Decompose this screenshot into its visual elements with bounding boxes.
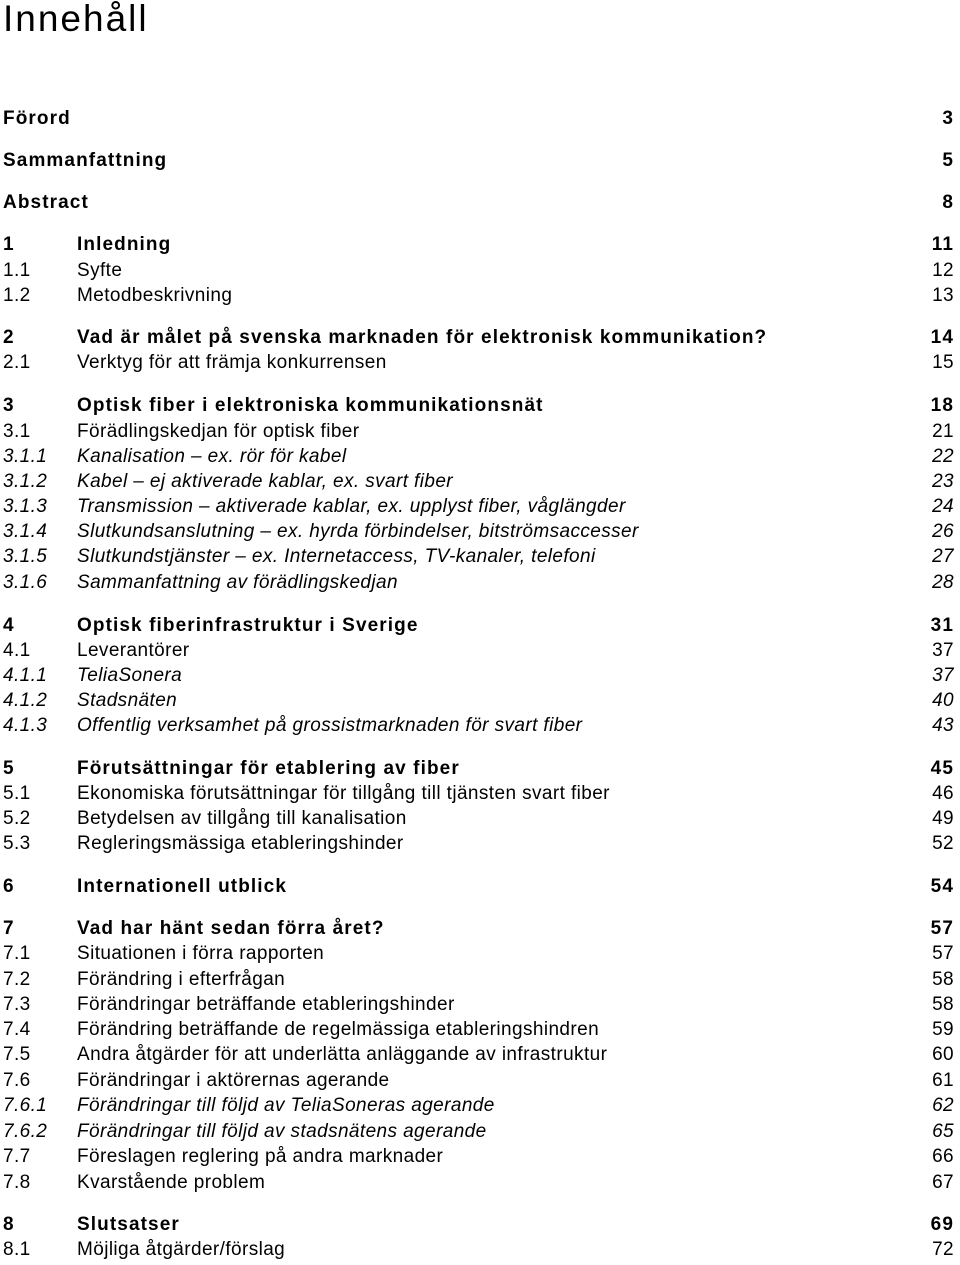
toc-entry-page: 59 [932,1019,954,1040]
toc-entry-page: 28 [932,572,954,593]
toc-entry-number: 3.1.3 [3,496,48,517]
toc-entry-title: Regleringsmässiga etableringshinder [77,833,404,854]
toc-entry-page: 58 [932,969,954,990]
toc-entry-page: 52 [932,833,954,854]
toc-entry-page: 46 [932,783,954,804]
toc-entry-title: Förändringar i aktörernas agerande [77,1070,390,1091]
toc-entry-number: 3.1.6 [3,572,48,593]
toc-entry-page: 72 [932,1239,954,1260]
toc-entry-title: Syfte [77,260,123,281]
toc-entry-page: 67 [932,1172,954,1193]
toc-entry-title: Internationell utblick [77,876,287,897]
toc-entry-number: 7.7 [3,1146,31,1167]
toc-entry-number: 3.1.1 [3,446,48,467]
toc-entry-page: 14 [930,327,954,348]
toc-entry [0,351,960,375]
toc-entry-title: Stadsnäten [77,690,178,711]
toc-entry [0,807,960,831]
toc-entry-title: Kabel – ej aktiverade kablar, ex. svart fiber [77,471,454,492]
toc-entry-number: 7.3 [3,994,31,1015]
toc-entry-page: 58 [932,994,954,1015]
toc-entry-page: 37 [932,640,954,661]
toc-entry-page: 65 [932,1121,954,1142]
toc-entry-number: 7.4 [3,1019,31,1040]
toc-entry-title: Kanalisation – ex. rör för kabel [77,446,347,467]
toc-entry-number: 3 [3,395,15,416]
toc-entry-title: Slutsatser [77,1214,180,1235]
toc-entry [0,495,960,519]
toc-entry [0,191,960,215]
toc-entry-page: 40 [932,690,954,711]
toc-entry-number: 7.6 [3,1070,31,1091]
toc-entry-title: Slutkundsanslutning – ex. hyrda förbindelser, bitströmsaccesser [77,521,639,542]
toc-entry-page: 62 [932,1095,954,1116]
toc-entry-title: Slutkundstjänster – ex. Internetaccess, TV-kanaler, telefoni [77,546,596,567]
toc-entry-page: 60 [932,1044,954,1065]
toc-entry [0,571,960,595]
toc-entry-number: 5.2 [3,808,31,829]
toc-entry-page: 66 [932,1146,954,1167]
toc-entry-title: Offentlig verksamhet på grossistmarknaden för svart fiber [77,715,583,736]
page-title: Innehåll [3,0,149,39]
toc-entry [0,917,960,941]
toc-entry-number: Förord [3,108,71,129]
toc-entry [0,968,960,992]
toc-entry [0,326,960,350]
toc-entry-number: 1.1 [3,260,31,281]
toc-entry-number: 7.8 [3,1172,31,1193]
toc-entry [0,1094,960,1118]
toc-entry-page: 61 [932,1070,954,1091]
toc-entry-number: 7.6.2 [3,1121,48,1142]
toc-entry-title: Betydelsen av tillgång till kanalisation [77,808,407,829]
toc-entry-number: 4.1.2 [3,690,48,711]
toc-entry [0,664,960,688]
toc-entry-number: 8.1 [3,1239,31,1260]
toc-entry-number: 4.1 [3,640,31,661]
toc-entry [0,1213,960,1237]
toc-entry-title: Förädlingskedjan för optisk fiber [77,421,360,442]
toc-entry-title: Optisk fiber i elektroniska kommunikationsnät [77,395,544,416]
toc-entry-number: 7.1 [3,943,31,964]
toc-entry [0,259,960,283]
toc-entry-title: Sammanfattning av förädlingskedjan [77,572,398,593]
toc-entry-page: 37 [932,665,954,686]
toc-entry [0,1171,960,1195]
toc-entry-page: 24 [932,496,954,517]
toc-entry [0,470,960,494]
toc-entry-number: 3.1.2 [3,471,48,492]
toc-entry-number: 1.2 [3,285,31,306]
toc-entry-title: Andra åtgärder för att underlätta anläggande av infrastruktur [77,1044,608,1065]
toc-entry-title: Inledning [77,234,172,255]
toc-entry-number: 8 [3,1214,15,1235]
toc-entry-number: 7.5 [3,1044,31,1065]
toc-entry-number: 4.1.1 [3,665,48,686]
toc-entry-number: 7.6.1 [3,1095,48,1116]
toc-entry-title: Föreslagen reglering på andra marknader [77,1146,444,1167]
toc-entry-title: Transmission – aktiverade kablar, ex. upplyst fiber, våglängder [77,496,626,517]
toc-entry [0,993,960,1017]
toc-entry-number: 7.2 [3,969,31,990]
toc-entry [0,689,960,713]
toc-entry-page: 43 [932,715,954,736]
toc-entry-number: 6 [3,876,15,897]
toc-entry-number: 4 [3,615,15,636]
toc-entry [0,875,960,899]
toc-entry-page: 26 [932,521,954,542]
toc-entry-title: Förändringar till följd av stadsnätens agerande [77,1121,487,1142]
toc-entry-page: 69 [930,1214,954,1235]
toc-entry [0,942,960,966]
toc-entry-title: Förändringar till följd av TeliaSoneras agerande [77,1095,495,1116]
toc-entry-page: 27 [932,546,954,567]
toc-entry [0,545,960,569]
toc-entry [0,520,960,544]
toc-entry [0,714,960,738]
toc-entry-page: 18 [930,395,954,416]
toc-entry-number: 3.1.5 [3,546,48,567]
toc-entry-page: 3 [942,108,954,129]
toc-entry-page: 57 [930,918,954,939]
toc-entry-title: Förändring beträffande de regelmässiga etableringshindren [77,1019,600,1040]
toc-entry-title: Förändring i efterfrågan [77,969,286,990]
toc-entry-page: 31 [930,615,954,636]
toc-entry-number: 5 [3,758,15,779]
toc-entry-number: 3.1 [3,421,31,442]
toc-entry [0,420,960,444]
toc-entry-title: Leverantörer [77,640,190,661]
toc-entry [0,233,960,257]
toc-entry-page: 13 [932,285,954,306]
toc-entry-title: Ekonomiska förutsättningar för tillgång till tjänsten svart fiber [77,783,610,804]
toc-entry-page: 57 [932,943,954,964]
toc-entry-number: Abstract [3,192,89,213]
toc-entry [0,445,960,469]
toc-entry-title: Situationen i förra rapporten [77,943,325,964]
toc-entry-number: Sammanfattning [3,150,168,171]
toc-entry [0,284,960,308]
toc-entry-title: Vad har hänt sedan förra året? [77,918,385,939]
toc-entry-number: 3.1.4 [3,521,48,542]
toc-entry-number: 2 [3,327,15,348]
toc-entry [0,1043,960,1067]
toc-entry [0,1018,960,1042]
toc-entry-title: Verktyg för att främja konkurrensen [77,352,387,373]
toc-entry-number: 5.1 [3,783,31,804]
toc-entry-title: Optisk fiberinfrastruktur i Sverige [77,615,419,636]
toc-entry [0,1069,960,1093]
toc-entry-page: 11 [931,234,954,255]
toc-entry-title: Kvarstående problem [77,1172,266,1193]
toc-entry [0,1238,960,1262]
toc-entry-title: Möjliga åtgärder/förslag [77,1239,286,1260]
toc-entry-number: 1 [3,234,15,255]
toc-entry-title: TeliaSonera [77,665,183,686]
toc-entry-page: 45 [930,758,954,779]
toc-entry-page: 21 [932,421,954,442]
toc-entry-number: 2.1 [3,352,31,373]
toc-entry-title: Förändringar beträffande etableringshinder [77,994,455,1015]
toc-entry-page: 12 [932,260,954,281]
toc-entry-title: Förutsättningar för etablering av fiber [77,758,460,779]
toc-entry [0,757,960,781]
toc-entry [0,149,960,173]
toc-entry [0,107,960,131]
toc-entry-page: 49 [932,808,954,829]
toc-entry-number: 7 [3,918,15,939]
toc-entry-page: 54 [930,876,954,897]
toc-entry-number: 5.3 [3,833,31,854]
toc-entry [0,639,960,663]
toc-entry [0,1120,960,1144]
toc-entry-title: Vad är målet på svenska marknaden för elektronisk kommunikation? [77,327,768,348]
toc-entry-page: 8 [942,192,954,213]
toc-entry-page: 15 [932,352,954,373]
toc-entry [0,782,960,806]
toc-entry [0,614,960,638]
toc-entry-number: 4.1.3 [3,715,48,736]
toc-entry-page: 22 [932,446,954,467]
toc-entry [0,832,960,856]
toc-entry [0,1145,960,1169]
toc-entry-page: 5 [942,150,954,171]
toc-entry-page: 23 [932,471,954,492]
toc-entry [0,394,960,418]
toc-entry-title: Metodbeskrivning [77,285,233,306]
